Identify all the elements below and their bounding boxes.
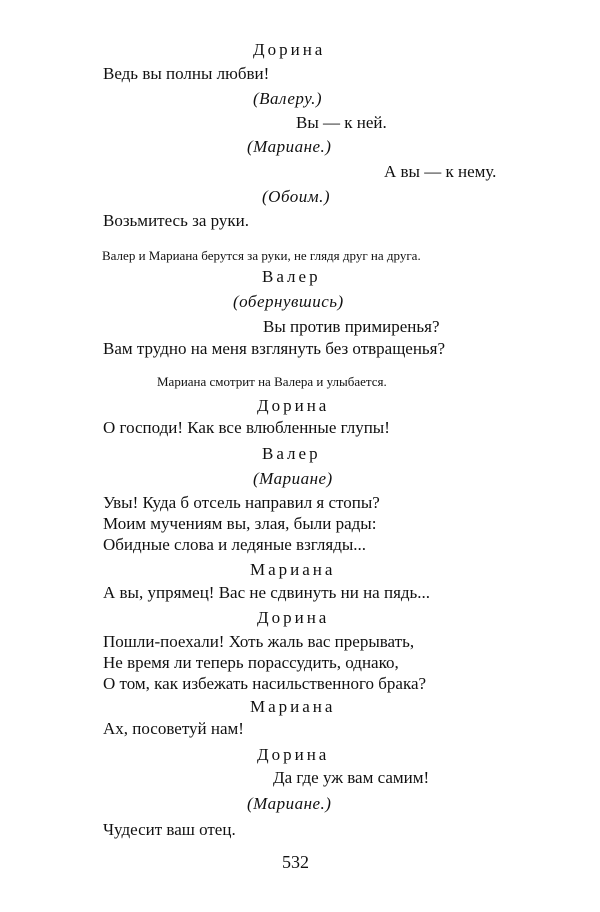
verse-line: Вам трудно на меня взглянуть без отвращенья?	[103, 339, 446, 358]
speaker-name: Дорина	[257, 608, 330, 627]
verse-line: Увы! Куда б отсель направил я стопы?	[103, 493, 380, 512]
verse-line: О господи! Как все влюбленные глупы!	[103, 418, 390, 437]
stage-direction: (Мариане.)	[247, 137, 332, 156]
speaker-name: Мариана	[250, 697, 336, 716]
stage-direction: (обернувшись)	[233, 292, 344, 311]
stage-note: Валер и Мариана берутся за руки, не глядя друг на друга.	[102, 248, 421, 263]
speaker-name: Дорина	[257, 396, 330, 415]
stage-direction: (Мариане)	[253, 469, 333, 488]
verse-line: Вы против примиренья?	[263, 317, 440, 336]
verse-line: Ах, посоветуй нам!	[103, 719, 244, 738]
verse-line: Чудесит ваш отец.	[103, 820, 236, 839]
page-number: 532	[282, 852, 309, 872]
stage-note: Мариана смотрит на Валера и улыбается.	[157, 374, 387, 389]
verse-line: Вы — к ней.	[296, 113, 387, 132]
verse-line: Возьмитесь за руки.	[103, 211, 250, 230]
speaker-name: Валер	[262, 444, 321, 463]
stage-direction: (Обоим.)	[262, 187, 331, 206]
verse-line: О том, как избежать насильственного брака?	[103, 674, 427, 693]
speaker-name: Валер	[262, 267, 321, 286]
verse-line: Не время ли теперь порассудить, однако,	[103, 653, 399, 672]
verse-line: Ведь вы полны любви!	[103, 64, 270, 83]
speaker-name: Мариана	[250, 560, 336, 579]
verse-line: Моим мучениям вы, злая, были рады:	[103, 514, 377, 533]
speaker-name: Дорина	[253, 40, 326, 59]
verse-line: Да где уж вам самим!	[273, 768, 430, 787]
speaker-name: Дорина	[257, 745, 330, 764]
verse-line: А вы — к нему.	[384, 162, 497, 181]
verse-line: А вы, упрямец! Вас не сдвинуть ни на пядь...	[103, 583, 431, 602]
verse-line: Пошли-поехали! Хоть жаль вас прерывать,	[103, 632, 415, 651]
stage-direction: (Мариане.)	[247, 794, 332, 813]
stage-direction: (Валеру.)	[253, 89, 323, 108]
verse-line: Обидные слова и ледяные взгляды...	[103, 535, 367, 554]
